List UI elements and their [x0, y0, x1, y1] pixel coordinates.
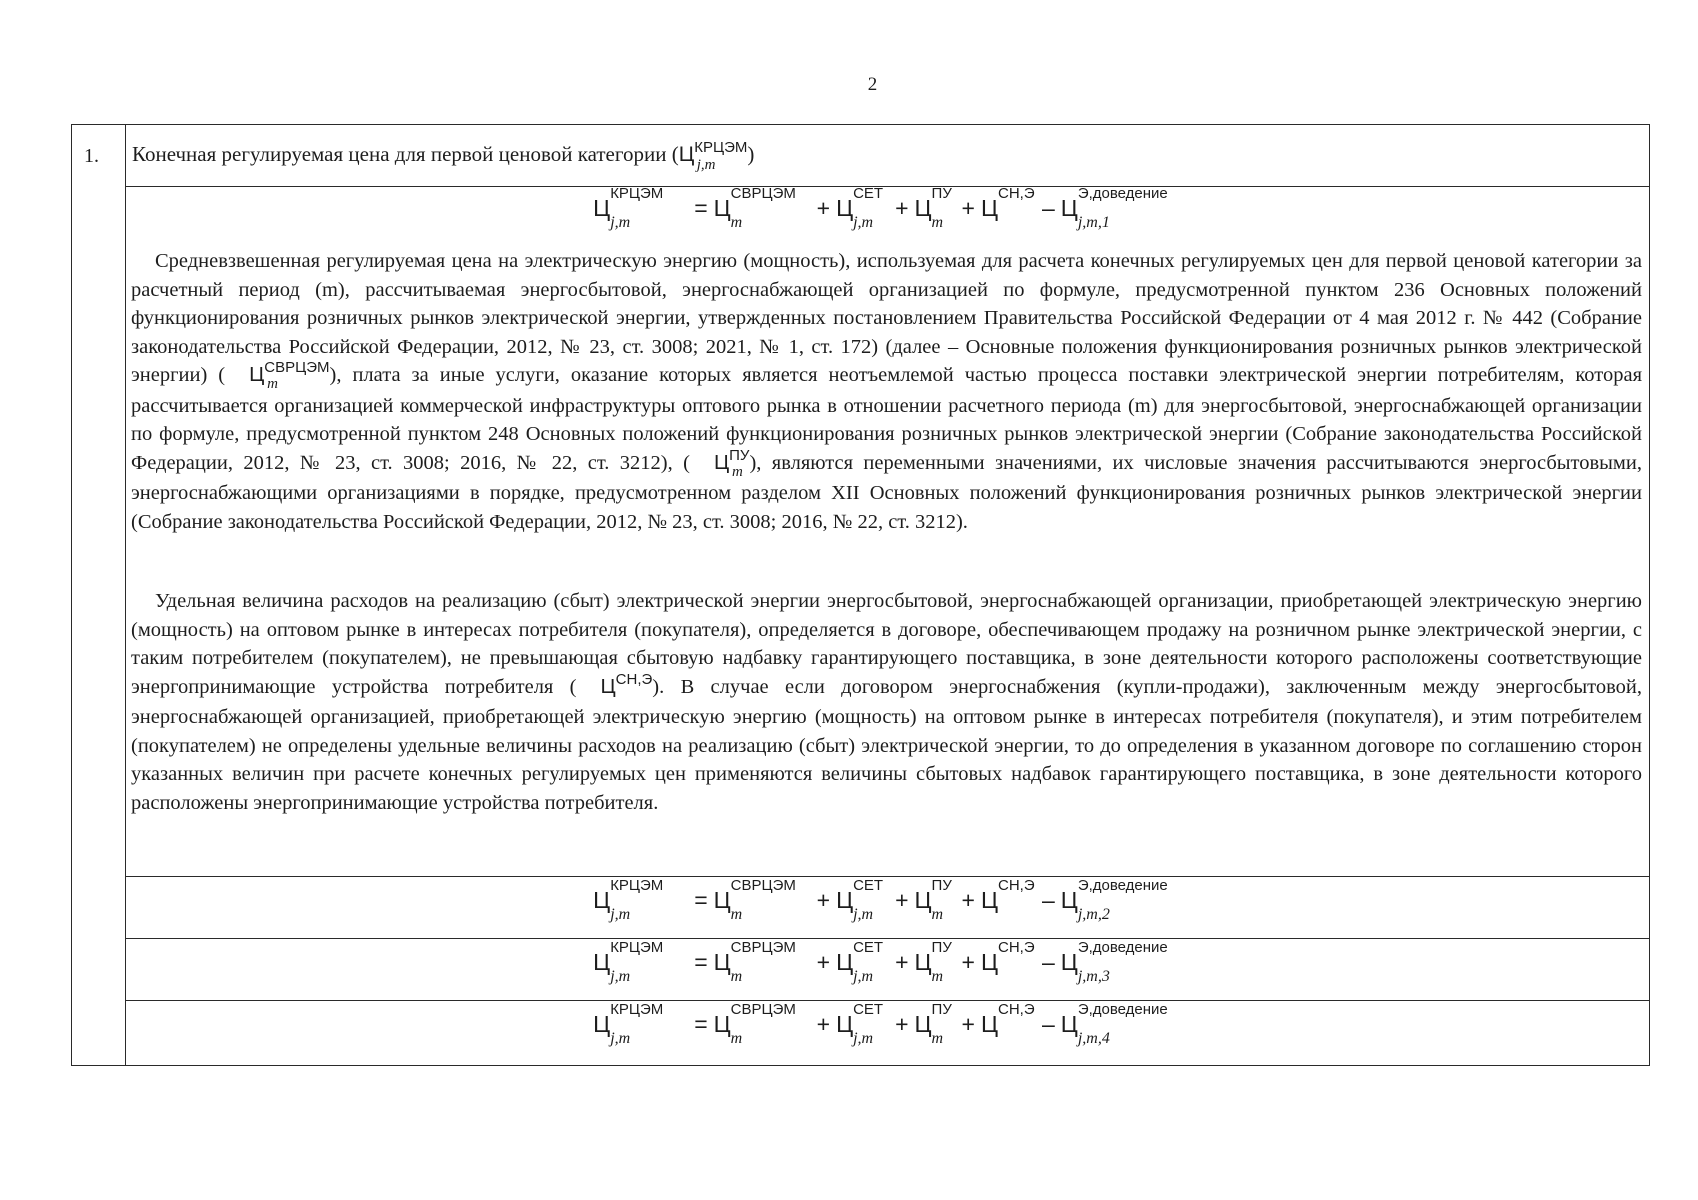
term-svrcem: Ц СВРЦЭМ m — [713, 939, 796, 985]
term-krcem: Ц КРЦЭМ j,m — [593, 185, 664, 231]
page-number: 2 — [867, 74, 878, 95]
term-dovedenie: Ц Э,доведение j,m,4 — [1060, 1001, 1168, 1047]
term-krcem: Ц КРЦЭМ j,m — [593, 877, 664, 923]
term-dovedenie: Ц Э,доведение j,m,1 — [1060, 185, 1168, 231]
term-dovedenie: Ц Э,доведение j,m,3 — [1060, 939, 1168, 985]
term-krcem: Ц КРЦЭМ j,m — [593, 939, 664, 985]
minus-sign: – — [1042, 1011, 1055, 1037]
row-title-text: Конечная регулируемая цена для первой ценовой категории ( — [132, 142, 679, 166]
plus-sign: + — [961, 949, 975, 975]
term-set: Ц СЕТ j,m — [836, 185, 884, 231]
term-dovedenie: Ц Э,доведение j,m,2 — [1060, 877, 1168, 923]
formula-3-row — [126, 939, 1649, 1001]
paragraph-2-part-2: ). В случае если договором энергоснабжения (купли-продажи), заключенным между энергосбытовой, энергоснабжающей организацией, приобретающей электрическую энергию (мощность) на оптовом рынке в интересах потребителя (покупателя), и этим потребителем (покупателем) не определены удельные величины расходов на реализацию (сбыт) электрической энергии, то до определения в указанном договоре по соглашению сторон указанных величин при расчете конечных регулируемых цен применяются величины сбытовых надбавок гарантирующего поставщика, в зоне деятельности которого расположены энергопринимающие устройства потребителя. — [131, 675, 1643, 814]
formula-4 — [126, 1001, 1649, 1047]
plus-sign: + — [816, 1011, 831, 1037]
term-set: Ц СЕТ j,m — [836, 939, 884, 985]
term-svrcem: Ц СВРЦЭМ m — [713, 185, 796, 231]
term-pu: Ц ПУ m — [914, 1001, 952, 1047]
term-svrcem: Ц СВРЦЭМ m — [713, 1001, 796, 1047]
symbol-sub: j,m — [696, 157, 716, 173]
formula-1 — [126, 185, 1649, 231]
formula-2-row — [126, 877, 1649, 939]
term-sne: Ц СН,Э — [980, 877, 1035, 913]
equals-sign: = — [694, 1011, 708, 1037]
row-title-close: ) — [747, 142, 755, 166]
formula-2 — [126, 877, 1649, 923]
equals-sign: = — [694, 949, 708, 975]
minus-sign: – — [1042, 949, 1055, 975]
plus-sign: + — [895, 887, 909, 913]
plus-sign: + — [816, 887, 831, 913]
term-set: Ц СЕТ j,m — [836, 1001, 884, 1047]
title-row — [126, 125, 1649, 187]
term-svrcem: Ц СВРЦЭМ m — [713, 877, 796, 923]
formula-3 — [126, 939, 1649, 985]
equals-sign: = — [694, 887, 708, 913]
term-set: Ц СЕТ j,m — [836, 877, 884, 923]
term-sne: Ц СН,Э — [980, 939, 1035, 975]
paragraph-1-part-3: ), являются переменными значениями, их числовые значения рассчитываются энергосбытовыми, энергоснабжающими организациями в порядке, предусмотренном разделом XII Основных положений функционирования розничных рынков электрической энергии (Собрание законодательства Российской Федерации, 2012, № 23, ст. 3008; 2016, № 22, ст. 3212). — [131, 451, 1642, 533]
symbol-base: Ц — [678, 143, 695, 166]
title-symbol — [678, 139, 748, 173]
row-title — [132, 139, 755, 173]
plus-sign: + — [895, 1011, 909, 1037]
row-number: 1. — [84, 145, 99, 167]
term-krcem: Ц КРЦЭМ j,m — [593, 1001, 664, 1047]
plus-sign: + — [816, 949, 831, 975]
paragraph-2-part-1: Удельная величина расходов на реализацию (сбыт) электрической энергии энергосбытовой, энергоснабжающей организации, приобретающей электрическую энергию (мощность) на оптовом рынке в интересах потребителя (покупателя), определяется в договоре, обеспечивающем продажу на розничном рынке электрической энергии, с таким потребителем (покупателем), не превышающая сбытовую надбавку гарантирующего поставщика, в зоне деятельности которого расположены соответствующие энергопринимающие устройства потребителя ( — [131, 590, 1642, 698]
term-sne: Ц СН,Э — [980, 185, 1035, 221]
inline-symbol-pu: $Ц^{ПУ}$ m — [713, 446, 750, 480]
plus-sign: + — [816, 195, 831, 221]
term-pu: Ц ПУ m — [914, 877, 952, 923]
paragraph-1-part-2: ), плата за иные услуги, оказание которых является неотъемлемой частью процесса поставки электрической энергии потребителям, которая рассчитывается организацией коммерческой инфраструктуры оптового рынка в отношении расчетного периода (m) для энергосбытовой, энергоснабжающей организации по формуле, предусмотренной пунктом 248 Основных положений функционирования розничных рынков электрической энергии (Собрание законодательства Российской Федерации, 2012, № 23, ст. 3008; 2016, № 22, ст. 3212), ( — [131, 364, 1642, 474]
formula-4-row — [126, 1001, 1649, 1065]
paragraph-average-price — [131, 247, 1642, 536]
plus-sign: + — [961, 1011, 975, 1037]
symbol-sup: КРЦЭМ — [694, 139, 748, 156]
inline-symbol-sne: $Ц^{СН,Э}$ — [600, 670, 653, 698]
paragraph-1-part-1: Средневзвешенная регулируемая цена на электрическую энергию (мощность), используемая для расчета конечных регулируемых цен для первой ценовой категории за расчетный период (m), рассчитываемая энергосбытовой, энергоснабжающей организацией по формуле, предусмотренной пунктом 236 Основных положений функционирования розничных рынков электрической энергии, утвержденных постановлением Правительства Российской Федерации от 4 мая 2012 г. № 442 (Собрание законодательства Российской Федерации, 2012, № 23, ст. 3008; 2021, № 1, ст. 172) (далее – Основные положения функционирования розничных рынков электрической энергии) ( — [131, 250, 1642, 386]
minus-sign: – — [1042, 887, 1055, 913]
minus-sign: – — [1042, 195, 1055, 221]
row-number-column — [72, 125, 126, 1065]
term-sne: Ц СН,Э — [980, 1001, 1035, 1037]
plus-sign: + — [895, 949, 909, 975]
price-category-table — [71, 124, 1650, 1066]
plus-sign: + — [961, 195, 975, 221]
inline-symbol-svrcem: $Ц^{СВРЦЭМ}$ m — [249, 359, 330, 392]
term-pu: Ц ПУ m — [914, 185, 952, 231]
plus-sign: + — [895, 195, 909, 221]
equals-sign: = — [694, 195, 708, 221]
paragraph-sales-expenses — [131, 587, 1642, 817]
term-pu: Ц ПУ m — [914, 939, 952, 985]
formula-1-row — [126, 187, 1649, 877]
plus-sign: + — [961, 887, 975, 913]
